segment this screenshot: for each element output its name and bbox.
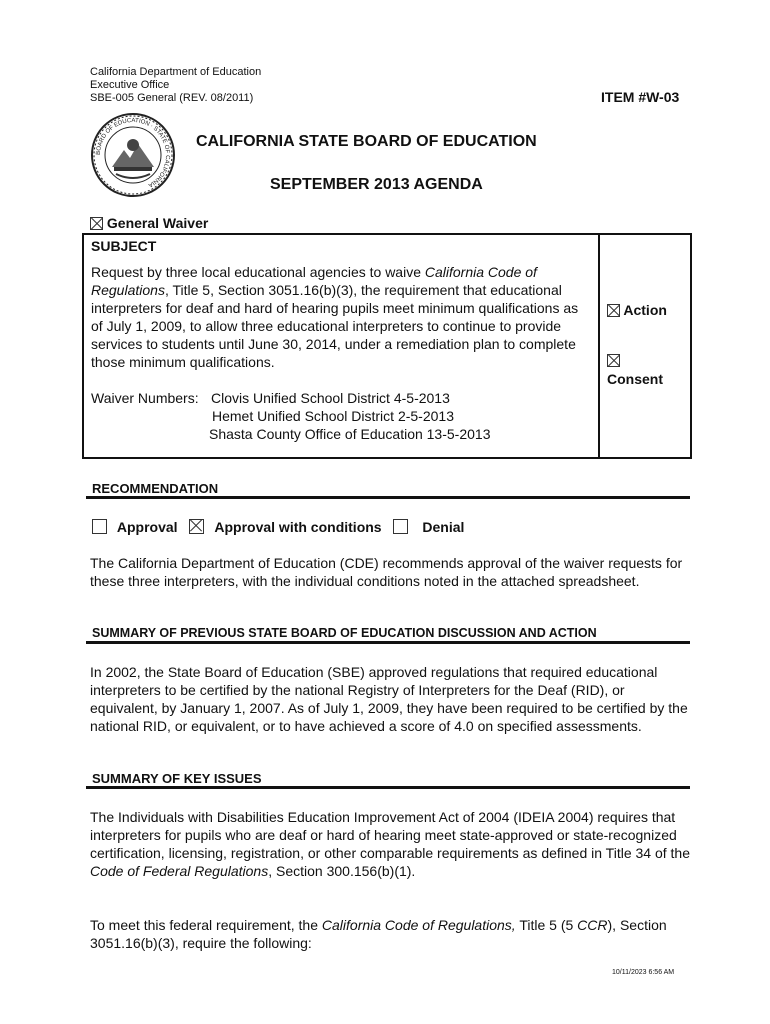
key-issues-paragraph-2: To meet this federal requirement, the California Code of Regulations, Title 5 (5 CCR), Section 3051.16(b)(3), require the following:	[90, 917, 667, 951]
action-checkbox[interactable]	[607, 304, 620, 317]
approval-label: Approval	[116, 519, 178, 535]
denial-checkbox[interactable]	[393, 519, 408, 534]
action-label: Action	[623, 302, 667, 318]
consent-label: Consent	[607, 371, 663, 387]
waiver-number-2: Hemet Unified School District 2-5-2013	[212, 408, 454, 424]
waiver-number-3: Shasta County Office of Education 13-5-2013	[209, 426, 491, 442]
approval-checkbox[interactable]	[92, 519, 107, 534]
subject-text: Request by three local educational agencies to waive California Code of Regulations, Title 5, Section 3051.16(b)(3), the requirement that educational interpreters for deaf and hard of hearing pupils meet minimum qualifications as of July 1, 2009, to allow three educational interpreters to continue to provide services to students until June 30, 2014, under a remediation plan to complete those minimum qualifications.	[91, 264, 579, 370]
key-issues-heading: SUMMARY OF KEY ISSUES	[92, 771, 262, 786]
consent-option	[607, 354, 663, 387]
action-option	[607, 302, 667, 318]
recommendation-heading: RECOMMENDATION	[92, 481, 219, 496]
previous-action-rule	[86, 641, 690, 644]
key-issues-paragraph-1: The Individuals with Disabilities Education Improvement Act of 2004 (IDEIA 2004) requires that interpreters for pupils who are deaf or hard of hearing meet state-approved or state-recognized certification, licensing, registration, or other comparable requirements as defined in Title 34 of the Code of Federal Regulations, Section 300.156(b)(1).	[90, 809, 690, 879]
seal-lettering: BOARD OF EDUCATION · STATE OF CALIFORNIA	[95, 117, 171, 188]
approval-with-conditions-checkbox[interactable]	[189, 519, 204, 534]
previous-action-text: In 2002, the State Board of Education (SBE) approved regulations that required educational interpreters to be certified by the national Registry of Interpreters for the Deaf (RID), or equivalent, by January 1, 2007. As of July 1, 2009, they have been required to be certified by the national RID, or equivalent, or to have achieved a score of 4.0 on specified assessments.	[90, 664, 688, 734]
waiver-number-1: Clovis Unified School District 4-5-2013	[211, 390, 450, 406]
subject-box	[82, 233, 692, 459]
general-waiver-checkbox[interactable]	[90, 217, 103, 230]
consent-checkbox[interactable]	[607, 354, 620, 367]
subject-divider	[598, 235, 600, 457]
footer-timestamp: 10/11/2023 6:56 AM	[612, 969, 675, 976]
waiver-numbers-label: Waiver Numbers:	[91, 390, 199, 406]
general-waiver	[90, 215, 208, 231]
item-number: ITEM #W-03	[601, 89, 680, 105]
general-waiver-label: General Waiver	[106, 215, 209, 231]
approval-with-conditions-label: Approval with conditions	[214, 519, 382, 535]
key-issues-rule	[86, 786, 690, 789]
agenda-title: SEPTEMBER 2013 AGENDA	[270, 176, 483, 193]
state-seal-icon	[90, 112, 176, 198]
recommendation-rule	[86, 496, 690, 499]
department-name: California Department of Education	[90, 66, 262, 78]
previous-action-heading: SUMMARY OF PREVIOUS STATE BOARD OF EDUCATION DISCUSSION AND ACTION	[92, 626, 597, 640]
form-id: SBE-005 General (REV. 08/2011)	[90, 92, 254, 104]
page-title: CALIFORNIA STATE BOARD OF EDUCATION	[196, 133, 537, 150]
denial-label: Denial	[422, 519, 465, 535]
subject-heading: SUBJECT	[91, 238, 157, 254]
recommendation-options	[92, 519, 464, 535]
office-name: Executive Office	[90, 79, 170, 91]
recommendation-text: The California Department of Education (CDE) recommends approval of the waiver requests for these three interpreters, with the individual conditions noted in the attached spreadsheet.	[90, 555, 683, 589]
